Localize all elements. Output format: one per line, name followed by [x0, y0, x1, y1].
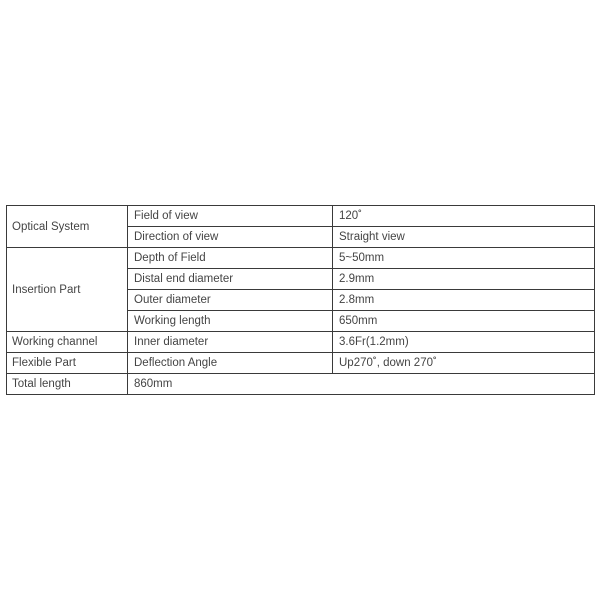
spec-name-distal-end-diameter: Distal end diameter — [128, 269, 333, 290]
category-flexible-part: Flexible Part — [7, 353, 128, 374]
spec-value-depth-of-field: 5~50mm — [333, 248, 595, 269]
category-total-length: Total length — [7, 374, 128, 395]
spec-value-working-length: 650mm — [333, 311, 595, 332]
table-row — [7, 206, 595, 227]
table-row — [7, 332, 595, 353]
spec-name-inner-diameter: Inner diameter — [128, 332, 333, 353]
spec-name-depth-of-field: Depth of Field — [128, 248, 333, 269]
table-row — [7, 248, 595, 269]
spec-name-outer-diameter: Outer diameter — [128, 290, 333, 311]
spec-value-inner-diameter: 3.6Fr(1.2mm) — [333, 332, 595, 353]
category-working-channel: Working channel — [7, 332, 128, 353]
category-insertion-part: Insertion Part — [7, 248, 128, 332]
spec-name-direction-of-view: Direction of view — [128, 227, 333, 248]
category-optical-system: Optical System — [7, 206, 128, 248]
spec-value-distal-end-diameter: 2.9mm — [333, 269, 595, 290]
spec-value-field-of-view: 120˚ — [333, 206, 595, 227]
spec-value-direction-of-view: Straight view — [333, 227, 595, 248]
spec-value-deflection-angle: Up270˚, down 270˚ — [333, 353, 595, 374]
table-row — [7, 353, 595, 374]
spec-name-working-length: Working length — [128, 311, 333, 332]
spec-name-field-of-view: Field of view — [128, 206, 333, 227]
spec-value-total-length: 860mm — [128, 374, 595, 395]
spec-name-deflection-angle: Deflection Angle — [128, 353, 333, 374]
spec-value-outer-diameter: 2.8mm — [333, 290, 595, 311]
specification-table — [6, 205, 595, 395]
table-row — [7, 374, 595, 395]
